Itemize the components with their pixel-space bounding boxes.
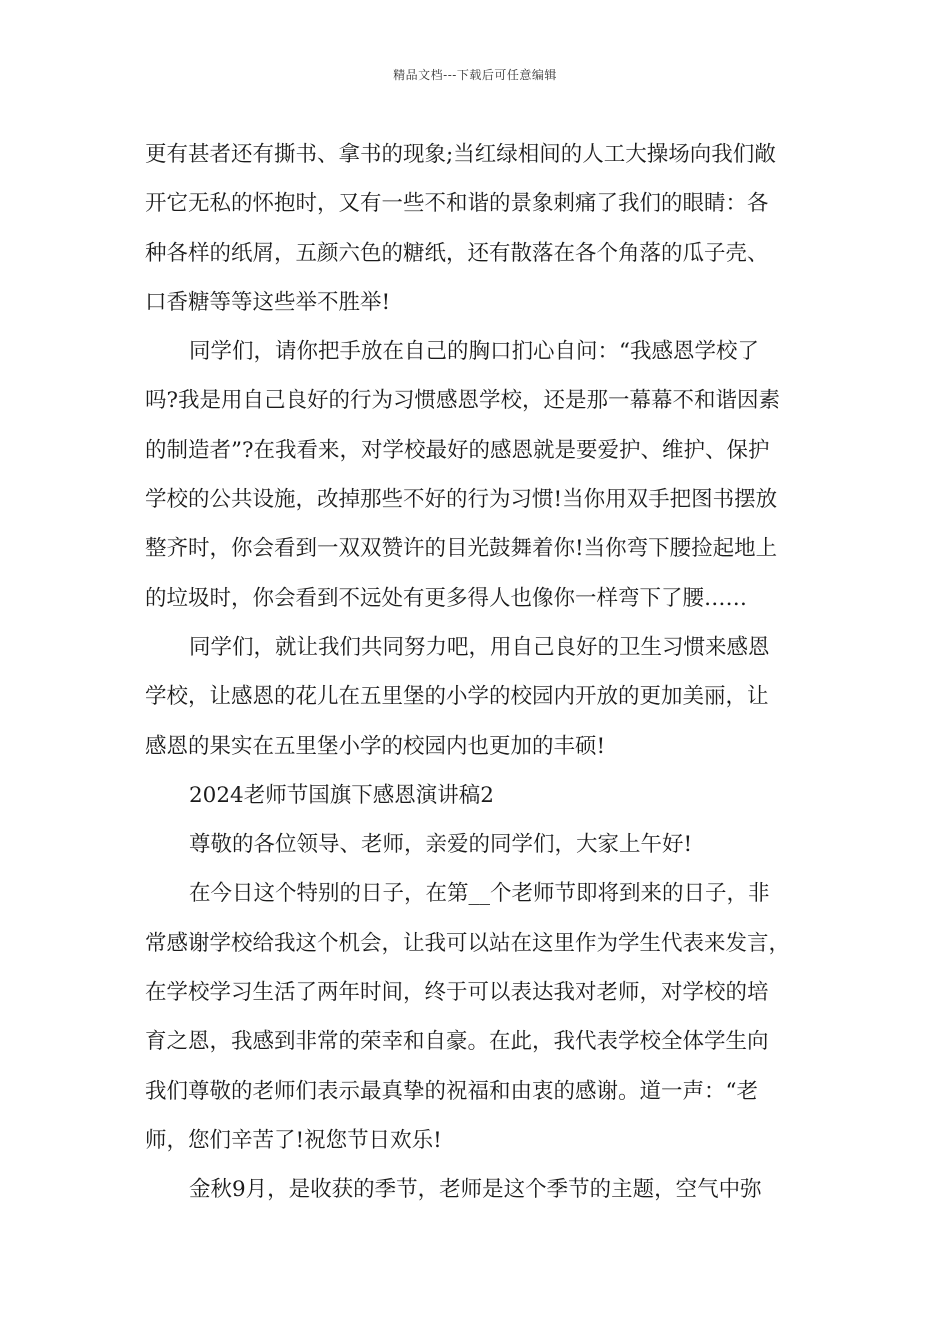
text-line: 师，您们辛苦了!祝您节日欢乐! bbox=[145, 1127, 442, 1153]
text-line: 尊敬的各位领导、老师，亲爱的同学们，大家上午好! bbox=[189, 832, 693, 858]
text-line: 学校的公共设施，改掉那些不好的行为习惯!当你用双手把图书摆放 bbox=[145, 487, 778, 513]
text-line: 在今日这个特别的日子，在第__个老师节即将到来的日子，非 bbox=[189, 881, 770, 907]
text-line: 育之恩，我感到非常的荣幸和自豪。在此，我代表学校全体学生向 bbox=[145, 1029, 769, 1055]
text-line: 的制造者”?在我看来，对学校最好的感恩就是要爱护、维护、保护 bbox=[145, 437, 770, 463]
text-line: 更有甚者还有撕书、拿书的现象;当红绿相间的人工大操场向我们敞 bbox=[145, 142, 776, 167]
text-line: 整齐时，你会看到一双双赞许的目光鼓舞着你!当你弯下腰捡起地上 bbox=[145, 536, 778, 562]
text-line: 常感谢学校给我这个机会，让我可以站在这里作为学生代表来发言， bbox=[145, 930, 791, 956]
text-line: 金秋9月，是收获的季节，老师是这个季节的主题，空气中弥 bbox=[189, 1177, 762, 1203]
text-line: 我们尊敬的老师们表示最真挚的祝福和由衷的感谢。道一声：“老 bbox=[145, 1078, 758, 1104]
text-line: 种各样的纸屑，五颜六色的糖纸，还有散落在各个角落的瓜子壳、 bbox=[145, 240, 769, 266]
text-line: 吗?我是用自己良好的行为习惯感恩学校，还是那一幕幕不和谐因素 bbox=[145, 388, 781, 414]
text-line: 的垃圾时，你会看到不远处有更多得人也像你一样弯下了腰…… bbox=[145, 585, 748, 611]
text-line: 感恩的果实在五里堡小学的校园内也更加的丰硕! bbox=[145, 733, 606, 759]
text-line: 口香糖等等这些举不胜举! bbox=[145, 289, 391, 315]
text-line: 2024老师节国旗下感恩演讲稿2 bbox=[189, 782, 494, 808]
text-line: 同学们，就让我们共同努力吧，用自己良好的卫生习惯来感恩 bbox=[189, 634, 770, 660]
text-line: 同学们，请你把手放在自己的胸口扪心自问：“我感恩学校了 bbox=[189, 339, 759, 365]
text-line: 开它无私的怀抱时，又有一些不和谐的景象刺痛了我们的眼睛：各 bbox=[145, 191, 769, 217]
text-line: 学校，让感恩的花儿在五里堡的小学的校园内开放的更加美丽，让 bbox=[145, 684, 769, 710]
document-body bbox=[145, 130, 835, 1215]
page-header: 精品文档---下载后可任意编辑 bbox=[393, 68, 557, 82]
text-line: 在学校学习生活了两年时间，终于可以表达我对老师，对学校的培 bbox=[145, 980, 769, 1006]
